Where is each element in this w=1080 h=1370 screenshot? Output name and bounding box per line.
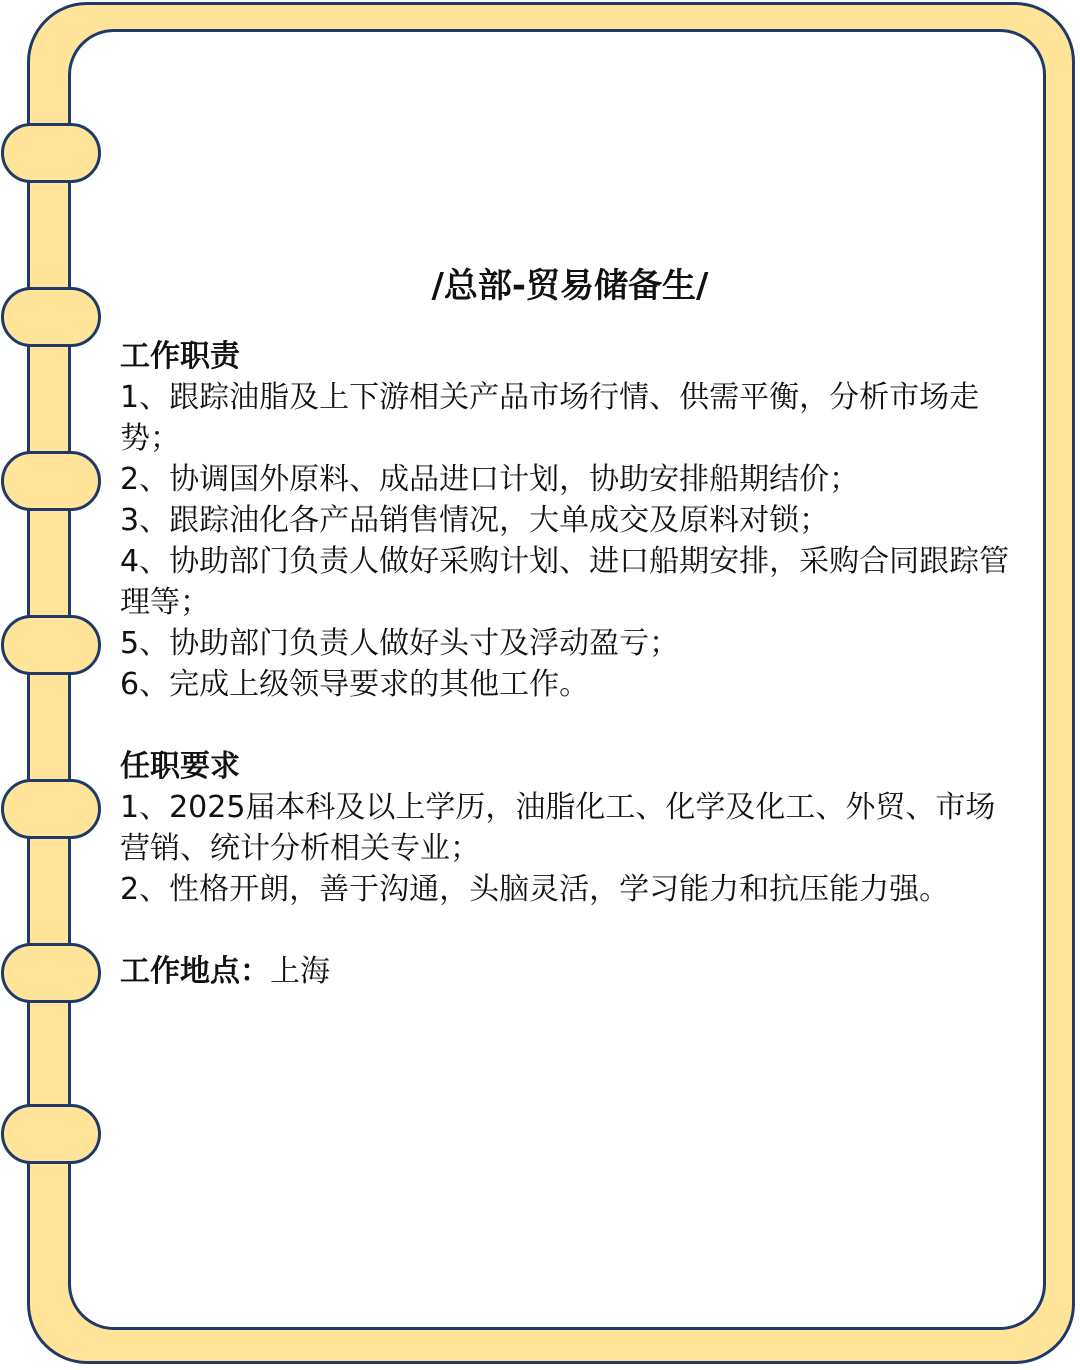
binder-ring <box>1 123 101 183</box>
duty-item: 4、协助部门负责人做好采购计划、进口船期安排，采购合同跟踪管理等； <box>120 544 1010 620</box>
work-location <box>120 951 1020 992</box>
binder-ring <box>1 615 101 675</box>
duty-item: 1、跟踪油脂及上下游相关产品市场行情、供需平衡，分析市场走势； <box>120 380 980 456</box>
location-label: 工作地点： <box>120 954 270 989</box>
duty-item: 6、完成上级领导要求的其他工作。 <box>120 667 590 702</box>
spacer <box>120 910 1020 951</box>
location-value: 上海 <box>270 954 330 989</box>
job-posting <box>120 258 1020 992</box>
requirements-heading: 任职要求 <box>120 749 240 784</box>
page-title: /总部-贸易储备生/ <box>431 266 709 306</box>
binder-ring <box>1 1104 101 1164</box>
spacer <box>120 705 1020 746</box>
duty-item: 2、协调国外原料、成品进口计划，协助安排船期结价； <box>120 462 860 497</box>
binder-ring <box>1 287 101 347</box>
requirement-item: 2、性格开朗，善于沟通，头脑灵活，学习能力和抗压能力强。 <box>120 872 950 907</box>
binder-ring <box>1 779 101 839</box>
requirement-item: 1、2025届本科及以上学历，油脂化工、化学及化工、外贸、市场营销、统计分析相关专业； <box>120 790 996 866</box>
binder-ring <box>1 943 101 1003</box>
duties-heading: 工作职责 <box>120 339 240 374</box>
requirements-section <box>120 746 1020 910</box>
duties-section <box>120 336 1020 705</box>
duty-item: 5、协助部门负责人做好头寸及浮动盈亏； <box>120 626 680 661</box>
duty-item: 3、跟踪油化各产品销售情况，大单成交及原料对锁； <box>120 503 830 538</box>
binder-ring <box>1 451 101 511</box>
